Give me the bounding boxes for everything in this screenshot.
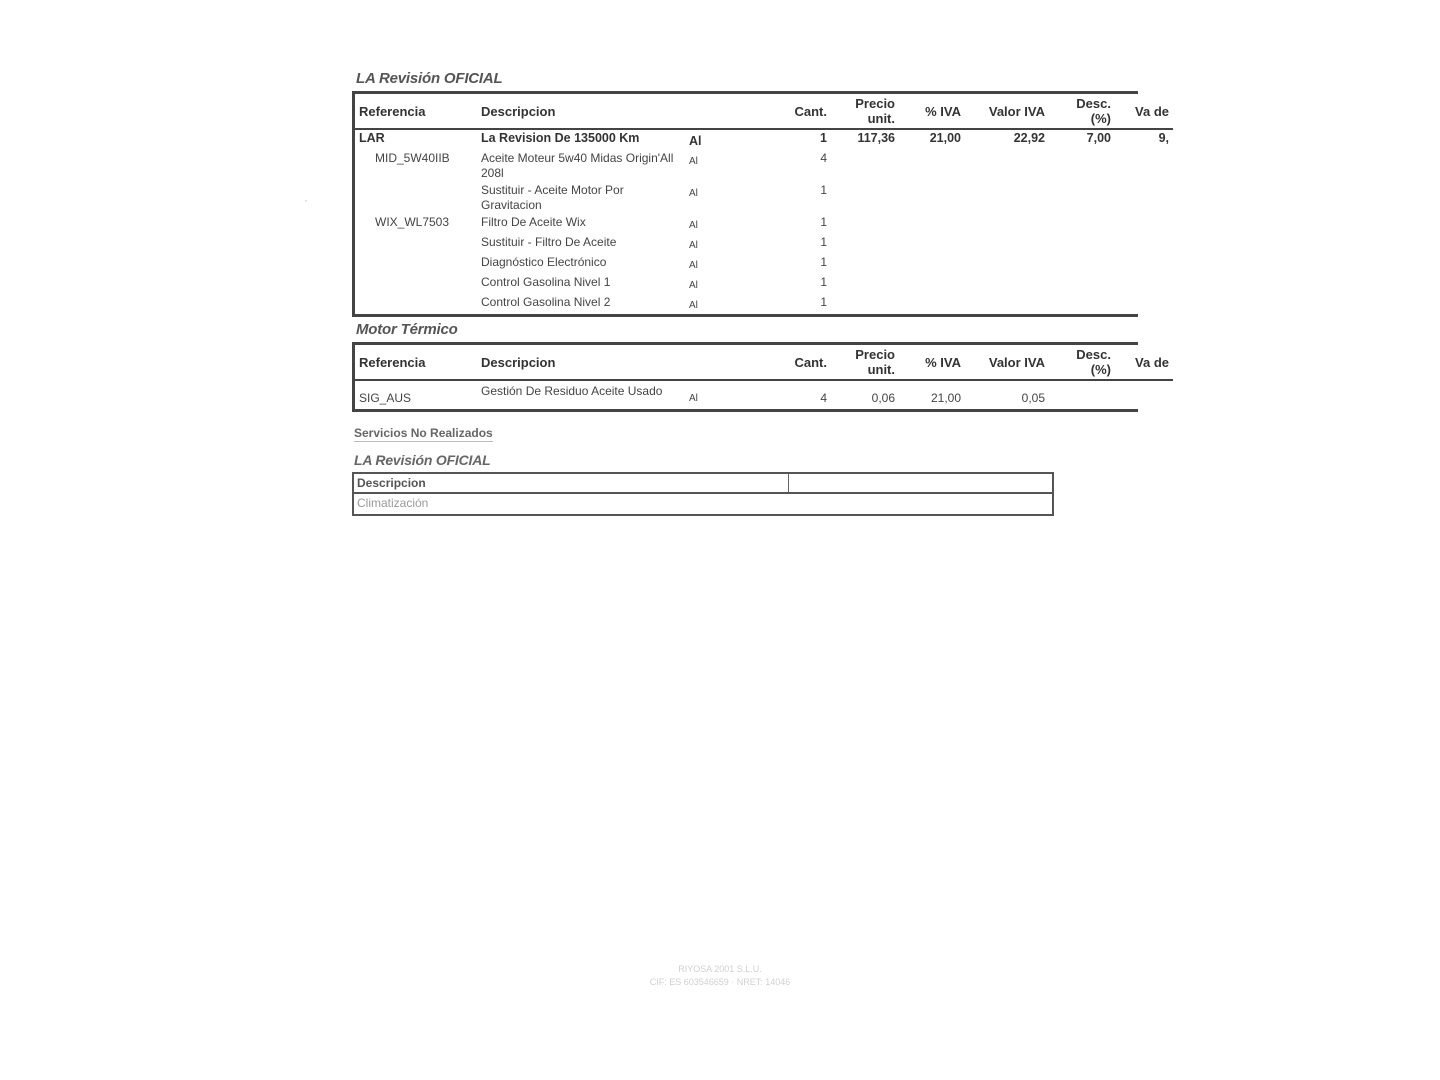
motor-table xyxy=(355,345,1173,409)
cell-cant: 1 xyxy=(820,131,827,145)
header-valor-iva: Valor IVA xyxy=(988,354,1045,370)
cell-val xyxy=(1115,234,1173,254)
cell-precio: 117,36 xyxy=(857,131,895,145)
cell-val xyxy=(1115,214,1173,234)
header-precio: Precio unit. xyxy=(855,347,895,377)
cell-piva xyxy=(899,214,965,234)
header-valor: Va de xyxy=(1135,354,1169,370)
cell-viva: 0,05 xyxy=(1021,391,1045,405)
cell-viva xyxy=(965,274,1049,294)
motor-table-header xyxy=(355,345,1173,380)
cell-cant: 1 xyxy=(820,295,827,309)
cell-desc: Sustituir - Aceite Motor Por Gravitacion xyxy=(481,183,624,212)
cell-viva xyxy=(965,294,1049,314)
cell-dsc xyxy=(1049,182,1115,214)
cell-ref: WIX_WL7503 xyxy=(375,215,450,229)
cell-piva: 21,00 xyxy=(929,131,961,145)
services-header: Descripcion xyxy=(357,476,426,490)
footer-line-2: CIF: ES 603546659 · NRET: 14046 xyxy=(649,977,791,987)
cell-ref xyxy=(355,274,477,294)
table-row xyxy=(355,129,1173,150)
cell-desc: Filtro De Aceite Wix xyxy=(481,215,586,229)
cell-dsc xyxy=(1049,380,1115,409)
cell-ref xyxy=(355,182,477,214)
cell-a: Al xyxy=(689,393,698,404)
cell-piva xyxy=(899,254,965,274)
cell-desc: Control Gasolina Nivel 2 xyxy=(481,295,611,309)
cell-desc: La Revision De 135000 Km xyxy=(481,131,640,145)
cell-cant: 1 xyxy=(820,255,827,269)
column-divider xyxy=(788,474,789,492)
cell-piva: 21,00 xyxy=(930,391,961,405)
header-piva: % IVA xyxy=(925,103,961,119)
cell-precio xyxy=(831,274,899,294)
footer-line-1: RIYOSA 2001 S.L.U. xyxy=(678,964,762,974)
cell-dsc xyxy=(1049,294,1115,314)
header-cant: Cant. xyxy=(794,103,827,119)
cell-viva xyxy=(965,150,1049,182)
cell-a: Al xyxy=(689,240,698,251)
services-title: Servicios No Realizados xyxy=(354,426,493,440)
header-referencia: Referencia xyxy=(359,103,426,119)
services-header-row xyxy=(354,474,1052,494)
table-row xyxy=(355,254,1173,274)
cell-precio xyxy=(831,214,899,234)
table-row xyxy=(355,150,1173,182)
cell-a: Al xyxy=(689,280,698,291)
revision-table-frame xyxy=(352,91,1169,317)
header-descuento: Desc. (%) xyxy=(1076,96,1111,126)
cell-piva xyxy=(899,150,965,182)
cell-ref: LAR xyxy=(359,131,385,145)
cell-dsc xyxy=(1049,274,1115,294)
cell-ref xyxy=(355,294,477,314)
cell-val xyxy=(1115,150,1173,182)
services-box xyxy=(352,472,1054,516)
services-subtitle: LA Revisión OFICIAL xyxy=(354,452,491,468)
header-descripcion: Descripcion xyxy=(481,354,556,370)
header-referencia: Referencia xyxy=(359,354,426,370)
table-row xyxy=(355,182,1173,214)
header-blank xyxy=(685,94,753,129)
cell-viva xyxy=(965,182,1049,214)
cell-viva: 22,92 xyxy=(1013,131,1045,145)
cell-dsc xyxy=(1049,254,1115,274)
cell-val xyxy=(1115,274,1173,294)
cell-ref xyxy=(355,254,477,274)
revision-table-header xyxy=(355,94,1173,129)
cell-val xyxy=(1115,254,1173,274)
table-row xyxy=(355,274,1173,294)
invoice-document xyxy=(352,70,1169,516)
table-row xyxy=(355,380,1173,409)
cell-a: Al xyxy=(689,300,698,311)
header-piva: % IVA xyxy=(925,354,961,370)
header-descuento: Desc. (%) xyxy=(1076,347,1111,377)
cell-a: Al xyxy=(689,188,698,199)
cell-cant: 1 xyxy=(820,275,827,289)
cell-piva xyxy=(899,182,965,214)
section-title-motor: Motor Térmico xyxy=(356,321,458,338)
scan-mark: · xyxy=(304,193,308,207)
cell-viva xyxy=(965,234,1049,254)
table-row xyxy=(355,234,1173,254)
cell-ref: SIG_AUS xyxy=(359,391,412,405)
cell-desc: Diagnóstico Electrónico xyxy=(481,255,607,269)
cell-precio xyxy=(831,294,899,314)
cell-a: Al xyxy=(689,220,698,231)
table-row xyxy=(355,214,1173,234)
cell-dsc xyxy=(1049,150,1115,182)
cell-dsc: 7,00 xyxy=(1086,131,1111,145)
cell-a: Al xyxy=(689,134,702,148)
table-row xyxy=(355,294,1173,314)
cell-piva xyxy=(899,234,965,254)
cell-val xyxy=(1115,294,1173,314)
cell-a: Al xyxy=(689,260,698,271)
header-valor: Va de xyxy=(1135,103,1169,119)
cell-precio: 0,06 xyxy=(871,391,895,405)
cell-piva xyxy=(899,294,965,314)
cell-ref xyxy=(355,234,477,254)
services-item: Climatización xyxy=(357,496,429,510)
cell-a: Al xyxy=(689,156,698,167)
header-blank xyxy=(685,345,753,380)
cell-cant: 4 xyxy=(820,391,827,405)
cell-cant: 1 xyxy=(820,183,827,197)
cell-precio xyxy=(831,150,899,182)
header-cant: Cant. xyxy=(794,354,827,370)
cell-precio xyxy=(831,254,899,274)
cell-cant: 1 xyxy=(820,215,827,229)
cell-dsc xyxy=(1049,214,1115,234)
cell-val xyxy=(1115,182,1173,214)
cell-desc: Sustituir - Filtro De Aceite xyxy=(481,235,617,249)
cell-cant: 1 xyxy=(820,235,827,249)
cell-piva xyxy=(899,274,965,294)
header-descripcion: Descripcion xyxy=(481,103,556,119)
cell-ref: MID_5W40IIB xyxy=(375,151,450,165)
cell-val xyxy=(1115,380,1173,409)
header-valor-iva: Valor IVA xyxy=(988,103,1045,119)
cell-cant: 4 xyxy=(820,151,827,165)
cell-desc: Aceite Moteur 5w40 Midas Origin'All 208l xyxy=(481,151,674,180)
cell-precio xyxy=(831,234,899,254)
cell-viva xyxy=(965,254,1049,274)
revision-table xyxy=(355,94,1173,314)
cell-dsc xyxy=(1049,234,1115,254)
cell-viva xyxy=(965,214,1049,234)
motor-table-frame xyxy=(352,342,1169,412)
cell-val: 9, xyxy=(1158,131,1169,145)
footer xyxy=(0,963,1440,989)
cell-desc: Gestión De Residuo Aceite Usado xyxy=(481,384,663,398)
cell-desc: Control Gasolina Nivel 1 xyxy=(481,275,611,289)
services-row xyxy=(354,494,1052,514)
cell-precio xyxy=(831,182,899,214)
header-precio: Precio unit. xyxy=(855,96,895,126)
section-title-revision: LA Revisión OFICIAL xyxy=(356,70,503,87)
